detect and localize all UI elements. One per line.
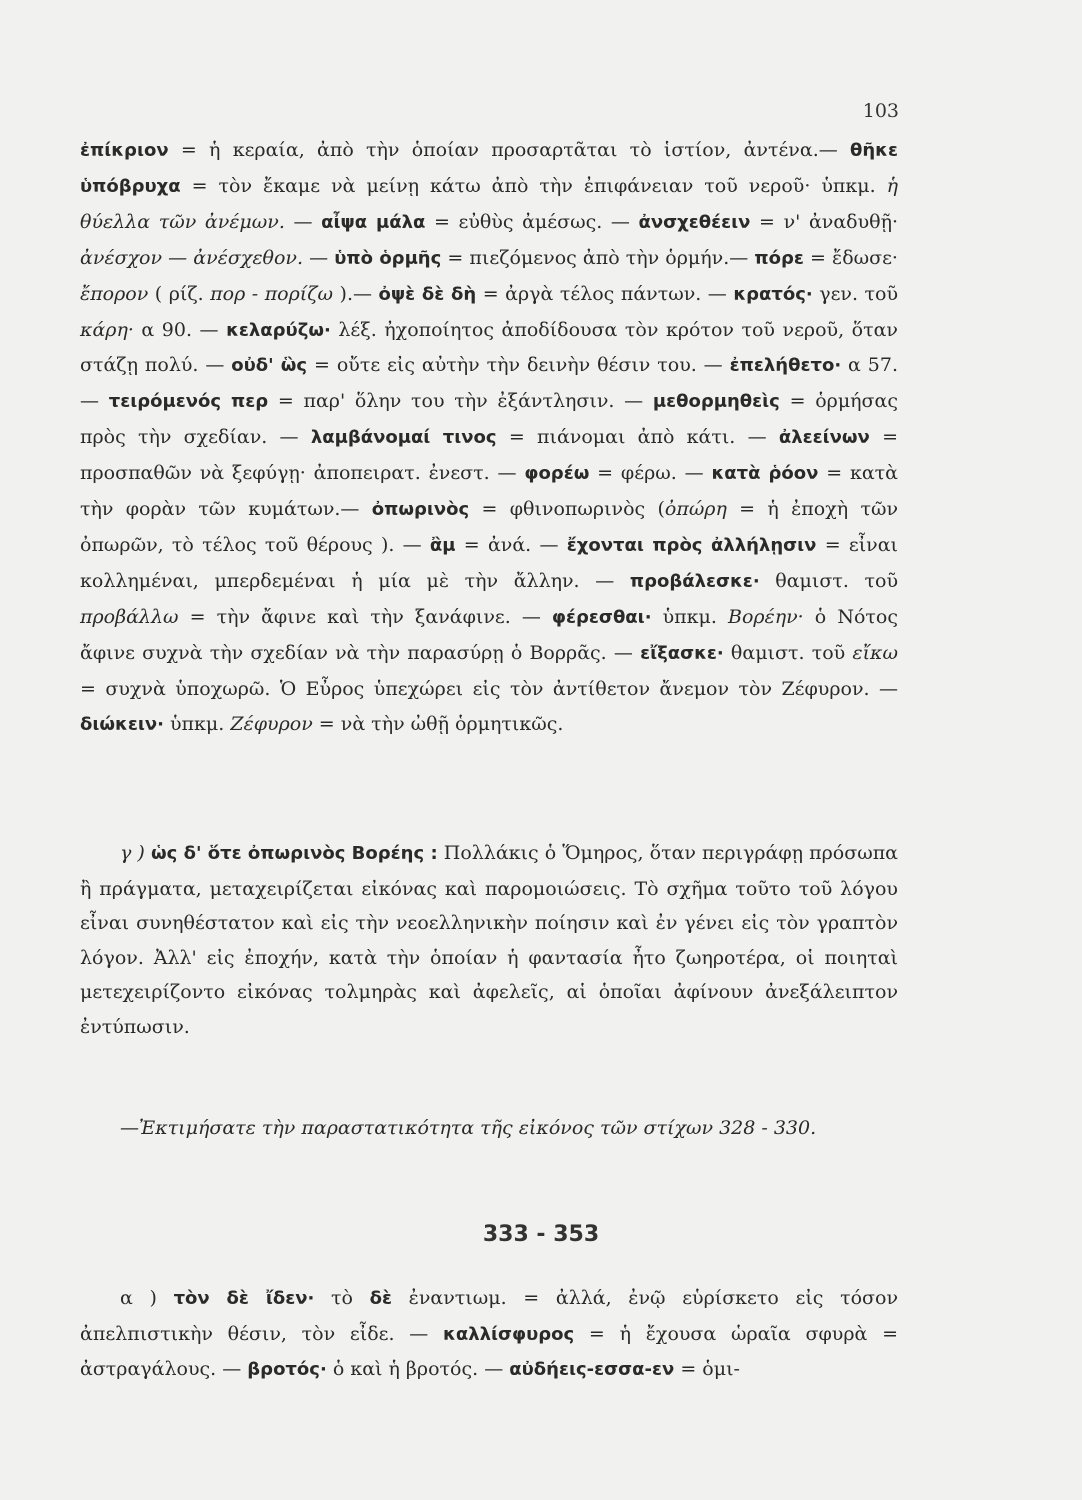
headword: ἔχονται πρὸς ἀλλήλῃσιν — [566, 534, 817, 556]
gloss-text: = πιεζόμενος ἀπὸ τὴν ὁρμήν.— — [441, 246, 755, 269]
headword: αἶψα μάλα — [321, 211, 426, 233]
gloss-text: = ν' ἀναδυθῇ· — [750, 210, 899, 233]
gloss-text: Πολλάκις ὁ Ὅμηρος, ὅταν περιγράφῃ πρόσωπα ἢ πράγματα, μεταχειρίζεται εἰκόνας καὶ παρομοιώσεις. Τὸ σχῆμα τοῦτο τοῦ λόγου εἶναι συνηθέστατον καὶ εἰς τὴν νεοελληνικὴν ποίησιν καὶ ἐν γένει εἰς τὸν γραπτὸν λόγον. Ἀλλ' εἰς ἐποχήν, κατὰ τὴν ὁποίαν ἡ φαντασία ἦτο ζωηροτέρα, οἱ ποιηταὶ μετεχειρίζοντο εἰκόνας τολμηρὰς καὶ ἀφελεῖς, αἱ ὁποῖαι ἀφίνουν ἀνεξάλειπτον ἐντύπωσιν. — [80, 842, 899, 1038]
gloss-text: ( ρίζ. — [148, 282, 211, 305]
gloss-text: = παρ' ὅλην του τὴν ἐξάντλησιν. — — [268, 390, 653, 413]
headword: ὀψὲ δὲ δὴ — [378, 283, 477, 305]
headword: ὡς δ' ὅτε ὀπωρινὸς Βορέης : — [150, 843, 438, 864]
headword: ἀνσχεθέειν — [638, 211, 751, 233]
gloss-text: ἐναντιωμ. = ἀλλά, ἐνῷ εὑρίσκετο εἰς τόσον ἀπελπιστικὴν θέσιν, τὸν εἶδε. — — [80, 1287, 899, 1345]
gloss-text: α ) — [120, 1287, 174, 1309]
gloss-text: γεν. τοῦ — [812, 282, 899, 305]
gloss-text: = ὁμι- — [674, 1358, 740, 1380]
headword: τειρόμενός περ — [108, 391, 269, 413]
gloss-text: = ἀνά. — — [455, 533, 567, 556]
gloss-text: — — [284, 210, 322, 233]
headword: θῆκε ὑπόβρυχα — [80, 140, 898, 197]
glossary-paragraph — [80, 133, 898, 742]
gloss-text: α 57. — — [80, 354, 899, 413]
gloss-text: = φέρω. — — [589, 462, 712, 485]
gloss-text: = φθινοπωρινὸς ( — [469, 498, 665, 521]
verse-range-heading: 333 - 353 — [482, 1222, 600, 1247]
headword: κελαρύζω· — [226, 319, 331, 341]
section-c-paragraph — [80, 836, 898, 1044]
headword: ἐπελήθετο· — [729, 355, 842, 377]
gloss-text: = εὐθὺς ἀμέσως. — — [425, 210, 639, 233]
gloss-text: τὸ — [314, 1287, 370, 1309]
italic-term: προβάλλω — [80, 605, 179, 628]
gloss-text: = ἀργὰ τέλος πάντων. — — [476, 282, 734, 305]
headword: εἴξασκε· — [640, 642, 724, 664]
headword: τὸν δὲ ἴδεν· — [173, 1288, 315, 1309]
headword: κρατός· — [733, 283, 813, 305]
headword: ὀπωρινὸς — [371, 499, 470, 521]
gloss-text: = ὁρμήσας πρὸς τὴν σχεδίαν. — — [80, 390, 898, 449]
headword: ὑπὸ ὁρμῆς — [334, 247, 442, 269]
gloss-text: = τὸν ἔκαμε νὰ μείνῃ κάτω ἀπὸ τὴν ἐπιφάνειαν τοῦ νεροῦ· ὑπκμ. — [180, 174, 887, 197]
gloss-text: = κατὰ τὴν φορὰν τῶν κυμάτων.— — [80, 462, 899, 521]
gloss-text: = ἡ κεραία, ἀπὸ τὴν ὁποίαν προσαρτᾶται τὸ ἱστίον, ἀντένα.— — [168, 139, 850, 161]
headword: προβάλεσκε· — [629, 570, 760, 592]
italic-term: πορ - πορίζω — [210, 282, 334, 305]
headword: φέρεσθαι· — [551, 606, 652, 628]
italic-term: γ ) — [120, 842, 145, 864]
gloss-text: = τὴν ἄφινε καὶ τὴν ξανάφινε. — — [178, 605, 552, 628]
gloss-text: = ἡ ἔχουσα ὡραῖα σφυρὰ = ἀστραγάλους. — — [80, 1322, 898, 1380]
headword: πόρε — [754, 247, 804, 269]
gloss-text: = εἶναι κολλημέναι, μπερδεμέναι ἡ μία μὲ τὴν ἄλλην. — — [80, 533, 898, 592]
headword: βροτός· — [247, 1359, 327, 1380]
gloss-text: ὑπκμ. — [651, 605, 728, 628]
exercise-question: —Ἐκτιμήσατε τὴν παραστατικότητα τῆς εἰκόνος τῶν στίχων 328 - 330. — [120, 1117, 817, 1139]
headword: μεθορμηθεὶς — [652, 391, 780, 413]
headword: φορέω — [524, 463, 590, 485]
gloss-text: θαμιστ. τοῦ — [759, 569, 898, 592]
page-number: 103 — [862, 100, 899, 122]
gloss-text: α 90. — — [133, 318, 227, 341]
gloss-text: θαμιστ. τοῦ — [723, 641, 853, 664]
headword: ἂμ — [429, 534, 456, 556]
italic-term: εἴκω — [852, 641, 898, 664]
gloss-text: = συχνὰ ὑποχωρῶ. Ὁ Εὖρος ὑπεχώρει εἰς τὸν ἀντίθετον ἄνεμον τὸν Ζέφυρον. — — [80, 677, 898, 700]
italic-term: ἡ θύελλα τῶν ἀνέμων. — [80, 174, 898, 233]
gloss-text: = ἔδωσε· — [803, 246, 898, 269]
headword: ἀλεείνων — [778, 427, 870, 449]
italic-term: ὀπώρη — [664, 498, 727, 521]
headword: διώκειν· — [80, 713, 164, 735]
gloss-text: = πιάνομαι ἀπὸ κάτι. — — [496, 426, 779, 449]
gloss-text: = προσπαθῶν νὰ ξεφύγῃ· ἀποπειρατ. ἐνεστ. — — [80, 426, 898, 485]
italic-term: κάρη· — [80, 318, 134, 341]
gloss-text: ).— — [333, 282, 379, 305]
italic-term: ἔπορον — [80, 282, 149, 305]
gloss-text: = οὔτε εἰς αὐτὴν τὴν δεινὴν θέσιν του. — — [307, 354, 730, 377]
gloss-text: = ἡ ἐποχὴ τῶν ὀπωρῶν, τὸ τέλος τοῦ θέρους ). — — [80, 498, 898, 556]
headword: λαμβάνομαί τινος — [310, 427, 497, 449]
headword: καλλίσφυρος — [443, 1323, 575, 1345]
gloss-text: = νὰ τὴν ὠθῇ ὁρμητικῶς. — [312, 712, 564, 735]
italic-term: Ζέφυρον — [230, 712, 313, 735]
gloss-text: ὁ Νότος ἄφινε συχνὰ τὴν σχεδίαν νὰ τὴν παρασύρῃ ὁ Βορρᾶς. — — [80, 605, 898, 664]
headword: δὲ — [369, 1288, 392, 1309]
italic-term: Βορέην· — [727, 605, 804, 628]
section-a-paragraph — [80, 1281, 898, 1388]
headword: κατὰ ῥόον — [711, 463, 819, 485]
italic-term: ἀνέσχον — ἀνέσχεθον. — [80, 246, 303, 269]
gloss-text: ὁ καὶ ἡ βροτός. — — [326, 1358, 510, 1380]
headword: ἐπίκριον — [80, 140, 169, 161]
gloss-text: λέξ. ἠχοποίητος ἀποδίδουσα τὸν κρότον τοῦ νεροῦ, ὅταν στάζῃ πολύ. — — [80, 318, 898, 377]
gloss-text: ὑπκμ. — [163, 712, 231, 735]
headword: οὐδ' ὣς — [231, 355, 308, 377]
gloss-text: — — [303, 246, 335, 269]
headword: αὐδήεις-εσσα-εν — [509, 1359, 675, 1380]
